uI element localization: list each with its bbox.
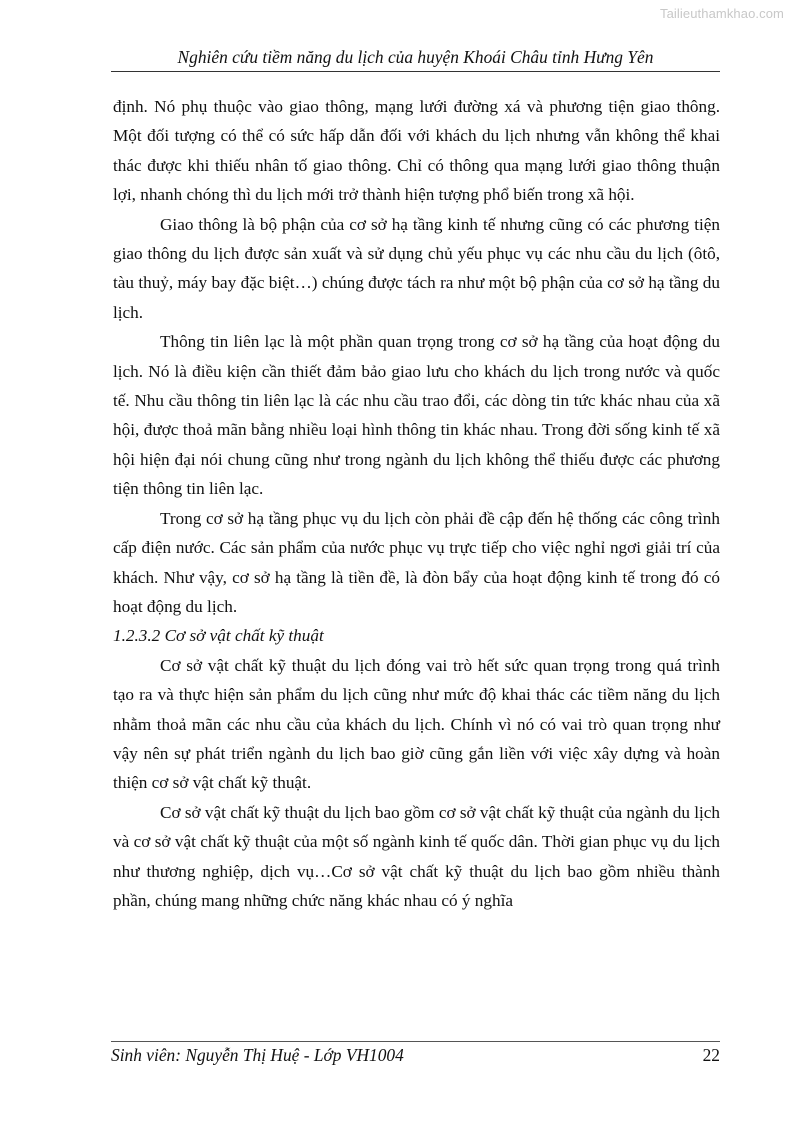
paragraph-facilities-role: Cơ sở vật chất kỹ thuật du lịch đóng vai trò hết sức quan trọng trong quá trình tạo ra và thực hiện sản phẩm du lịch cũng như mức độ khai thác các tiềm năng du lịch nhằm thoả mãn các nhu cầu của khách du lịch. Chính vì nó có vai trò quan trọng như vậy nên sự phát triển ngành du lịch bao giờ cũng gắn liền với việc xây dựng và hoàn thiện cơ sở vật chất kỹ thuật.	[113, 655, 720, 793]
document-body	[113, 92, 720, 915]
paragraph-continuation: định. Nó phụ thuộc vào giao thông, mạng lưới đường xá và phương tiện giao thông. Một đối tượng có thể có sức hấp dẫn đối với khách du lịch nhưng vẫn không thể khai thác được khi thiếu nhân tố giao thông. Chỉ có thông qua mạng lưới giao thông thuận lợi, nhanh chóng thì du lịch mới trở thành hiện tượng phổ biến trong xã hội.	[113, 97, 720, 205]
paragraph-facilities-composition: Cơ sở vật chất kỹ thuật du lịch bao gồm cơ sở vật chất kỹ thuật của ngành du lịch và cơ sở vật chất kỹ thuật của một số ngành kinh tế quốc dân. Thời gian phục vụ du lịch như thương nghiệp, dịch vụ…Cơ sở vật chất kỹ thuật du lịch bao gồm nhiều thành phần, chúng mang những chức năng khác nhau có ý nghĩa	[113, 802, 720, 910]
paragraph-communication: Thông tin liên lạc là một phần quan trọng trong cơ sở hạ tầng của hoạt động du lịch. Nó là điều kiện cần thiết đảm bảo giao lưu cho khách du lịch trong nước và quốc tế. Nhu cầu thông tin liên lạc là các nhu cầu trao đổi, các dòng tin tức khác nhau của xã hội, được thoả mãn bằng nhiều loại hình thông tin khác nhau. Trong đời sống kinh tế xã hội hiện đại nói chung cũng như trong ngành du lịch không thể thiếu được các phương tiện thông tin liên lạc.	[113, 332, 720, 499]
page-header: Nghiên cứu tiềm năng du lịch của huyện Khoái Châu tỉnh Hưng Yên	[111, 46, 720, 72]
section-subheading: 1.2.3.2 Cơ sở vật chất kỹ thuật	[113, 626, 324, 646]
page-footer	[111, 1041, 720, 1066]
footer-student-info: Sinh viên: Nguyễn Thị Huệ - Lớp VH1004	[111, 1045, 404, 1065]
paragraph-utilities: Trong cơ sở hạ tầng phục vụ du lịch còn phải đề cập đến hệ thống các công trình cấp điện nước. Các sản phẩm của nước phục vụ trực tiếp cho việc nghỉ ngơi giải trí của khách. Như vậy, cơ sở hạ tầng là tiền đề, là đòn bẩy của hoạt động kinh tế trong đó có hoạt động du lịch.	[113, 508, 720, 616]
watermark: Tailieuthamkhao.com	[659, 6, 784, 21]
paragraph-transport: Giao thông là bộ phận của cơ sở hạ tầng kinh tế nhưng cũng có các phương tiện giao thông du lịch được sản xuất và sử dụng chủ yếu phục vụ các nhu cầu du lịch (ôtô, tàu thuỷ, máy bay đặc biệt…) chúng được tách ra như một bộ phận của cơ sở hạ tầng du lịch.	[113, 214, 720, 322]
page-number: 22	[702, 1045, 720, 1065]
